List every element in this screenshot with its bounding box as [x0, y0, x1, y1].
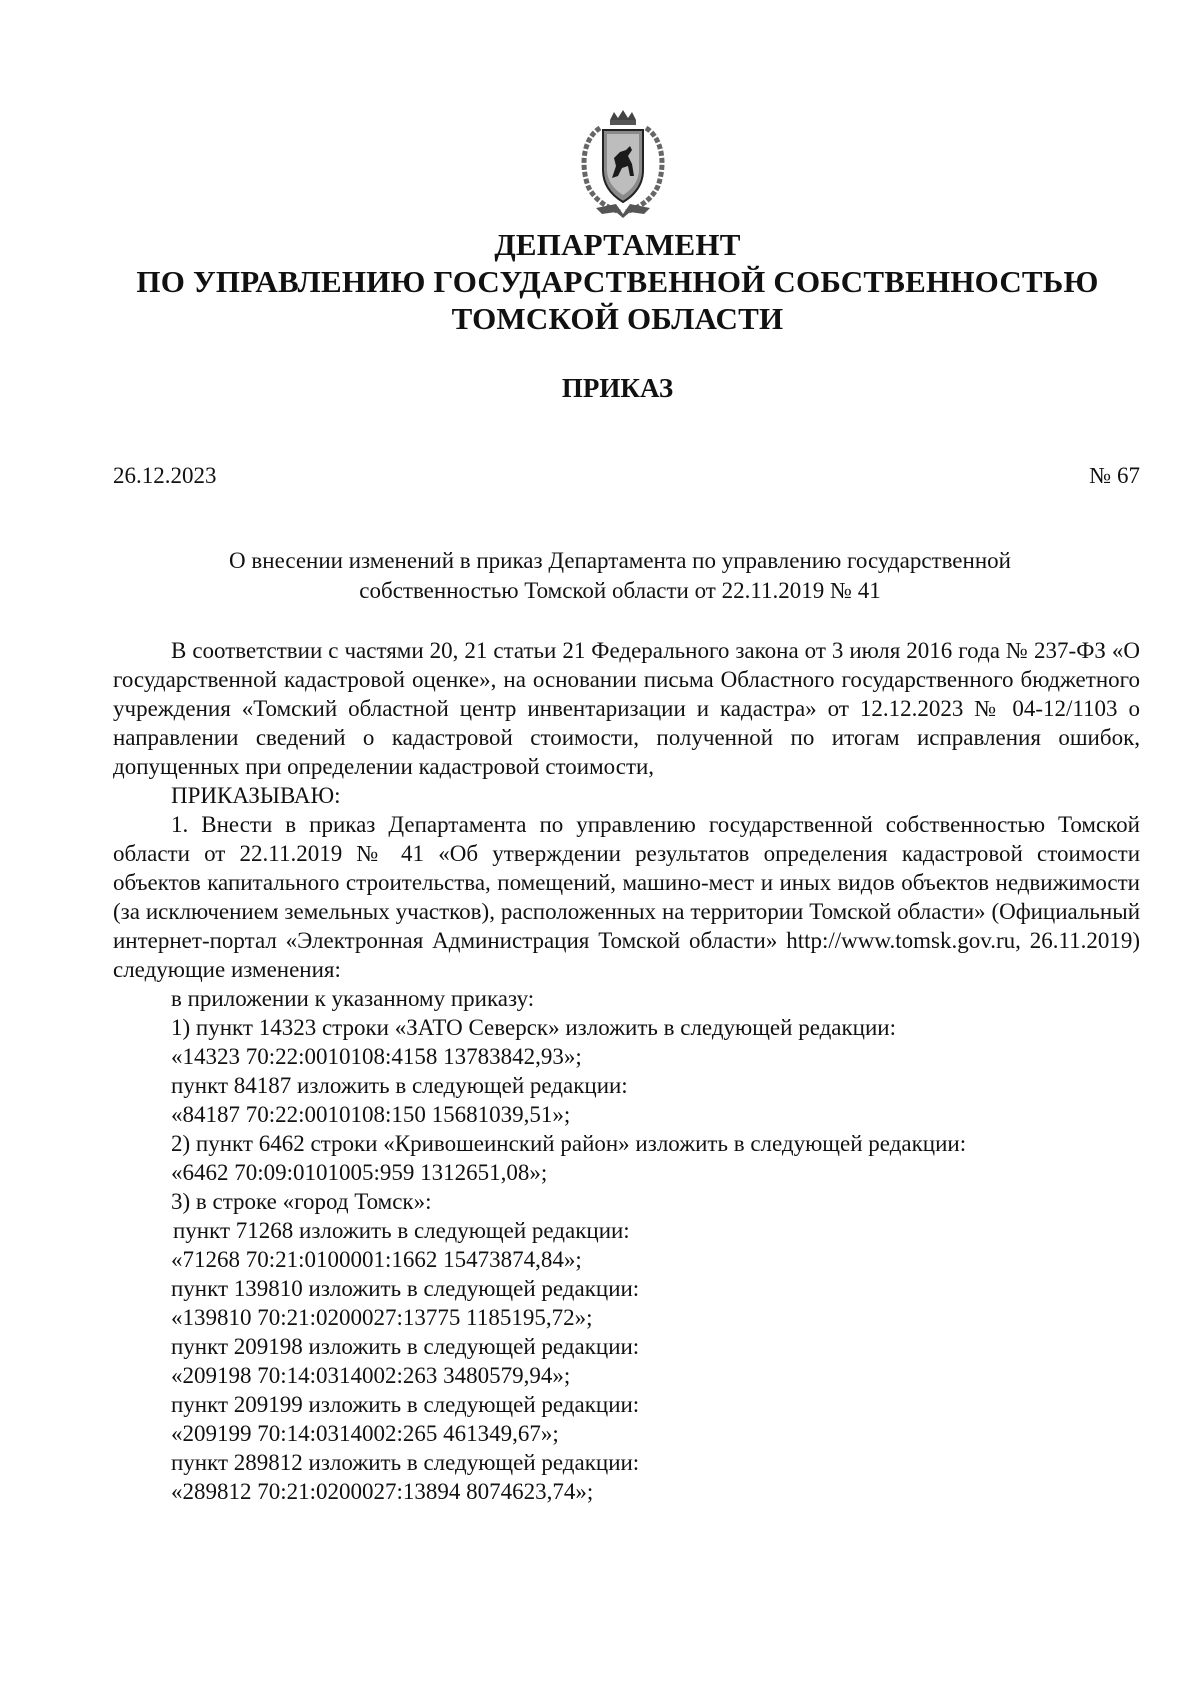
- list-item: 2) пункт 6462 строки «Кривошеинский район» изложить в следующей редакции:: [171, 1131, 967, 1156]
- order-word: ПРИКАЗЫВАЮ:: [171, 783, 341, 808]
- list-item: «6462 70:09:0101005:959 1312651,08»;: [171, 1160, 548, 1185]
- list-item: «289812 70:21:0200027:13894 8074623,74»;: [171, 1479, 594, 1504]
- list-item: «209198 70:14:0314002:263 3480579,94»;: [171, 1363, 571, 1388]
- preamble-paragraph: В соответствии с частями 20, 21 статьи 21 Федерального закона от 3 июля 2016 года № 237-ФЗ «О государственной кадастровой оценке», на основании письма Областного государственного бюджетного учреждения «Томский областной центр инвентаризации и кадастра» от 12.12.2023 № 04-12/1103 о направлении сведений о кадастровой стоимости, полученной по итогам исправления ошибок, допущенных при определении кадастровой стоимости,: [113, 638, 1140, 779]
- list-item: «14323 70:22:0010108:4158 13783842,93»;: [171, 1044, 582, 1069]
- subject-line-1: О внесении изменений в приказ Департамента по управлению государственной: [229, 548, 1011, 573]
- document-subject: [150, 546, 1090, 606]
- department-line-2: ПО УПРАВЛЕНИЮ ГОСУДАРСТВЕННОЙ СОБСТВЕННОСТЬЮ: [136, 264, 1099, 299]
- coat-of-arms-icon: [570, 108, 676, 220]
- department-line-3: ТОМСКОЙ ОБЛАСТИ: [451, 301, 784, 336]
- document-number: № 67: [1089, 463, 1140, 488]
- list-item: «139810 70:21:0200027:13775 1185195,72»;: [171, 1305, 593, 1330]
- list-item: «84187 70:22:0010108:150 15681039,51»;: [171, 1102, 571, 1127]
- list-item: «71268 70:21:0100001:1662 15473874,84»;: [171, 1247, 582, 1272]
- department-line-1: ДЕПАРТАМЕНТ: [494, 227, 741, 262]
- department-heading: [113, 226, 1122, 337]
- list-item: пункт 209198 изложить в следующей редакции:: [171, 1334, 640, 1359]
- document-type-title: ПРИКАЗ: [561, 373, 674, 403]
- list-item: пункт 71268 изложить в следующей редакции:: [173, 1218, 630, 1243]
- list-item: 1) пункт 14323 строки «ЗАТО Северск» изложить в следующей редакции:: [171, 1015, 896, 1040]
- list-item: пункт 139810 изложить в следующей редакции:: [171, 1276, 640, 1301]
- list-item: «209199 70:14:0314002:265 461349,67»;: [171, 1421, 559, 1446]
- item-1-paragraph: 1. Внести в приказ Департамента по управлению государственной собственностью Томской области от 22.11.2019 № 41 «Об утверждении результатов определения кадастровой стоимости объектов капитального строительства, помещений, машино-мест и иных видов объектов недвижимости (за исключением земельных участков), расположенных на территории Томской области» (Официальный интернет-портал «Электронная Администрация Томской области» http://www.tomsk.gov.ru, 26.11.2019) следующие изменения:: [113, 812, 1140, 982]
- document-body: [113, 636, 1140, 1506]
- subject-line-2: собственностью Томской области от 22.11.2019 № 41: [359, 578, 881, 603]
- list-item: пункт 84187 изложить в следующей редакции:: [171, 1073, 628, 1098]
- list-item: пункт 289812 изложить в следующей редакции:: [171, 1450, 640, 1475]
- document-date: 26.12.2023: [113, 463, 217, 488]
- list-item: 3) в строке «город Томск»:: [171, 1189, 432, 1214]
- list-item: пункт 209199 изложить в следующей редакции:: [171, 1392, 640, 1417]
- list-item: в приложении к указанному приказу:: [171, 986, 535, 1011]
